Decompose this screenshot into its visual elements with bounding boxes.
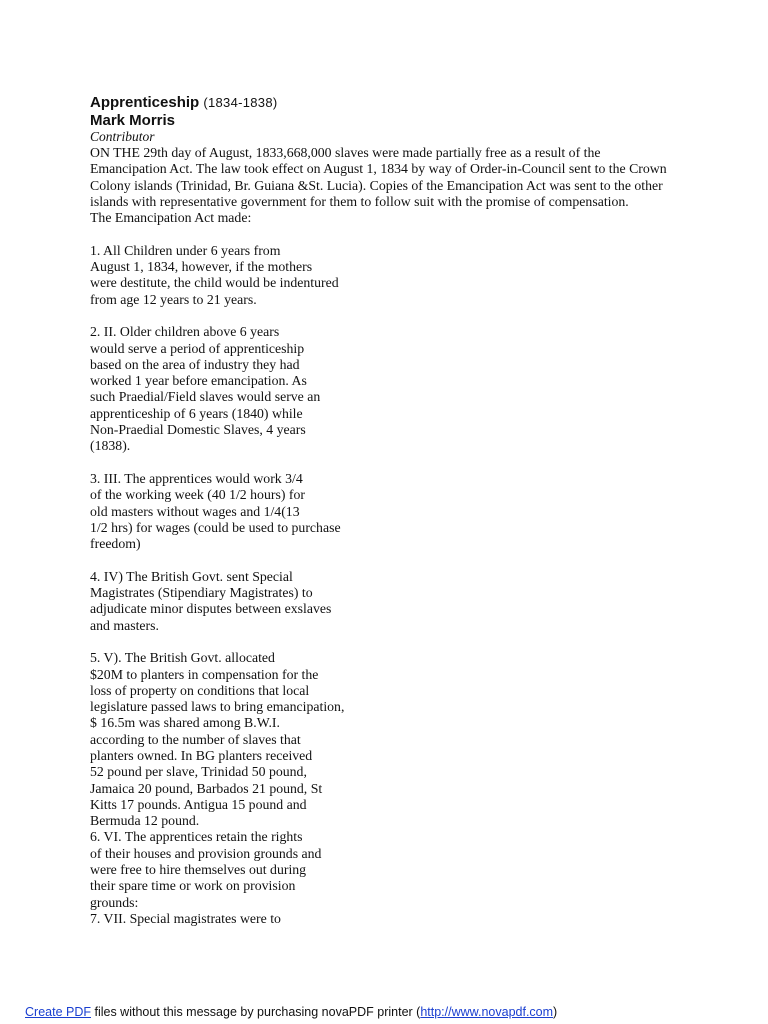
body-line: 5. V). The British Govt. allocated (90, 650, 275, 666)
body-line: Kitts 17 pounds. Antigua 15 pound and (90, 796, 307, 812)
body-line: such Praedial/Field slaves would serve an (90, 389, 321, 405)
body-line: $20M to planters in compensation for the (90, 666, 319, 682)
body-line: would serve a period of apprenticeship (90, 340, 305, 356)
body-line: $ 16.5m was shared among B.W.I. (90, 715, 280, 731)
body-line: 1. All Children under 6 years from (90, 242, 281, 258)
body-line: ON THE 29th day of August, 1833,668,000 slaves were made partially free as a result of the (90, 145, 601, 160)
body-line: 1/2 hrs) for wages (could be used to purchase (90, 519, 341, 535)
footer-message: files without this message by purchasing novaPDF printer ( (91, 1005, 421, 1019)
novapdf-url-link[interactable]: http://www.novapdf.com (420, 1005, 554, 1019)
paragraph-gap (90, 226, 690, 242)
body-line: 3. III. The apprentices would work 3/4 (90, 470, 303, 486)
body-line: Magistrates (Stipendiary Magistrates) to (90, 585, 313, 601)
body-line: 2. II. Older children above 6 years (90, 324, 280, 340)
body-line: 7. VII. Special magistrates were to (90, 910, 281, 926)
paragraph-gap (90, 308, 690, 324)
body-line: and masters. (90, 617, 159, 633)
body-line: old masters without wages and 1/4(13 (90, 503, 300, 519)
body-line: Emancipation Act. The law took effect on August 1, 1834 by way of Order-in-Council sent to the Crown (90, 161, 667, 177)
body-line: grounds: (90, 894, 139, 910)
body-line: adjudicate minor disputes between exslaves (90, 601, 332, 617)
body-line: apprenticeship of 6 years (1840) while (90, 405, 303, 421)
body-line: Bermuda 12 pound. (90, 813, 200, 829)
article-title-line (90, 94, 690, 112)
article-body (90, 145, 690, 927)
body-line: loss of property on conditions that local (90, 682, 310, 698)
body-line: worked 1 year before emancipation. As (90, 373, 307, 389)
body-line: based on the area of industry they had (90, 356, 300, 372)
body-line: from age 12 years to 21 years. (90, 291, 257, 307)
body-line: 6. VI. The apprentices retain the rights (90, 829, 303, 845)
body-line: of the working week (40 1/2 hours) for (90, 487, 305, 503)
body-line: Colony islands (Trinidad, Br. Guiana &St. Lucia). Copies of the Emancipation Act was sent to the other (90, 177, 663, 193)
pdf-footer (25, 1004, 557, 1020)
article-dates: (1834-1838) (203, 95, 278, 110)
article (90, 94, 690, 927)
paragraph-gap (90, 552, 690, 568)
paragraph-gap (90, 634, 690, 650)
body-line: according to the number of slaves that (90, 731, 301, 747)
body-line: legislature passed laws to bring emancipation, (90, 699, 345, 715)
body-line: Non-Praedial Domestic Slaves, 4 years (90, 422, 306, 438)
body-line: (1838). (90, 438, 131, 454)
paragraph-gap (90, 455, 690, 471)
body-line: their spare time or work on provision (90, 878, 296, 894)
body-line: of their houses and provision grounds and (90, 845, 322, 861)
body-line: islands with representative government for them to follow suit with the promise of compensation. (90, 193, 629, 209)
footer-close-paren: ) (553, 1005, 558, 1019)
body-line: The Emancipation Act made: (90, 210, 252, 226)
body-line: were destitute, the child would be indentured (90, 275, 339, 291)
body-line: Jamaica 20 pound, Barbados 21 pound, St (90, 780, 323, 796)
body-line: August 1, 1834, however, if the mothers (90, 259, 313, 275)
body-line: freedom) (90, 536, 141, 552)
body-line: 4. IV) The British Govt. sent Special (90, 568, 293, 584)
create-pdf-link[interactable]: Create PDF (25, 1005, 91, 1019)
body-line: planters owned. In BG planters received (90, 747, 313, 763)
body-line: were free to hire themselves out during (90, 862, 307, 878)
author-role: Contributor (90, 129, 155, 144)
author-name: Mark Morris (90, 112, 176, 129)
body-line: 52 pound per slave, Trinidad 50 pound, (90, 764, 307, 780)
article-title: Apprenticeship (90, 94, 200, 111)
